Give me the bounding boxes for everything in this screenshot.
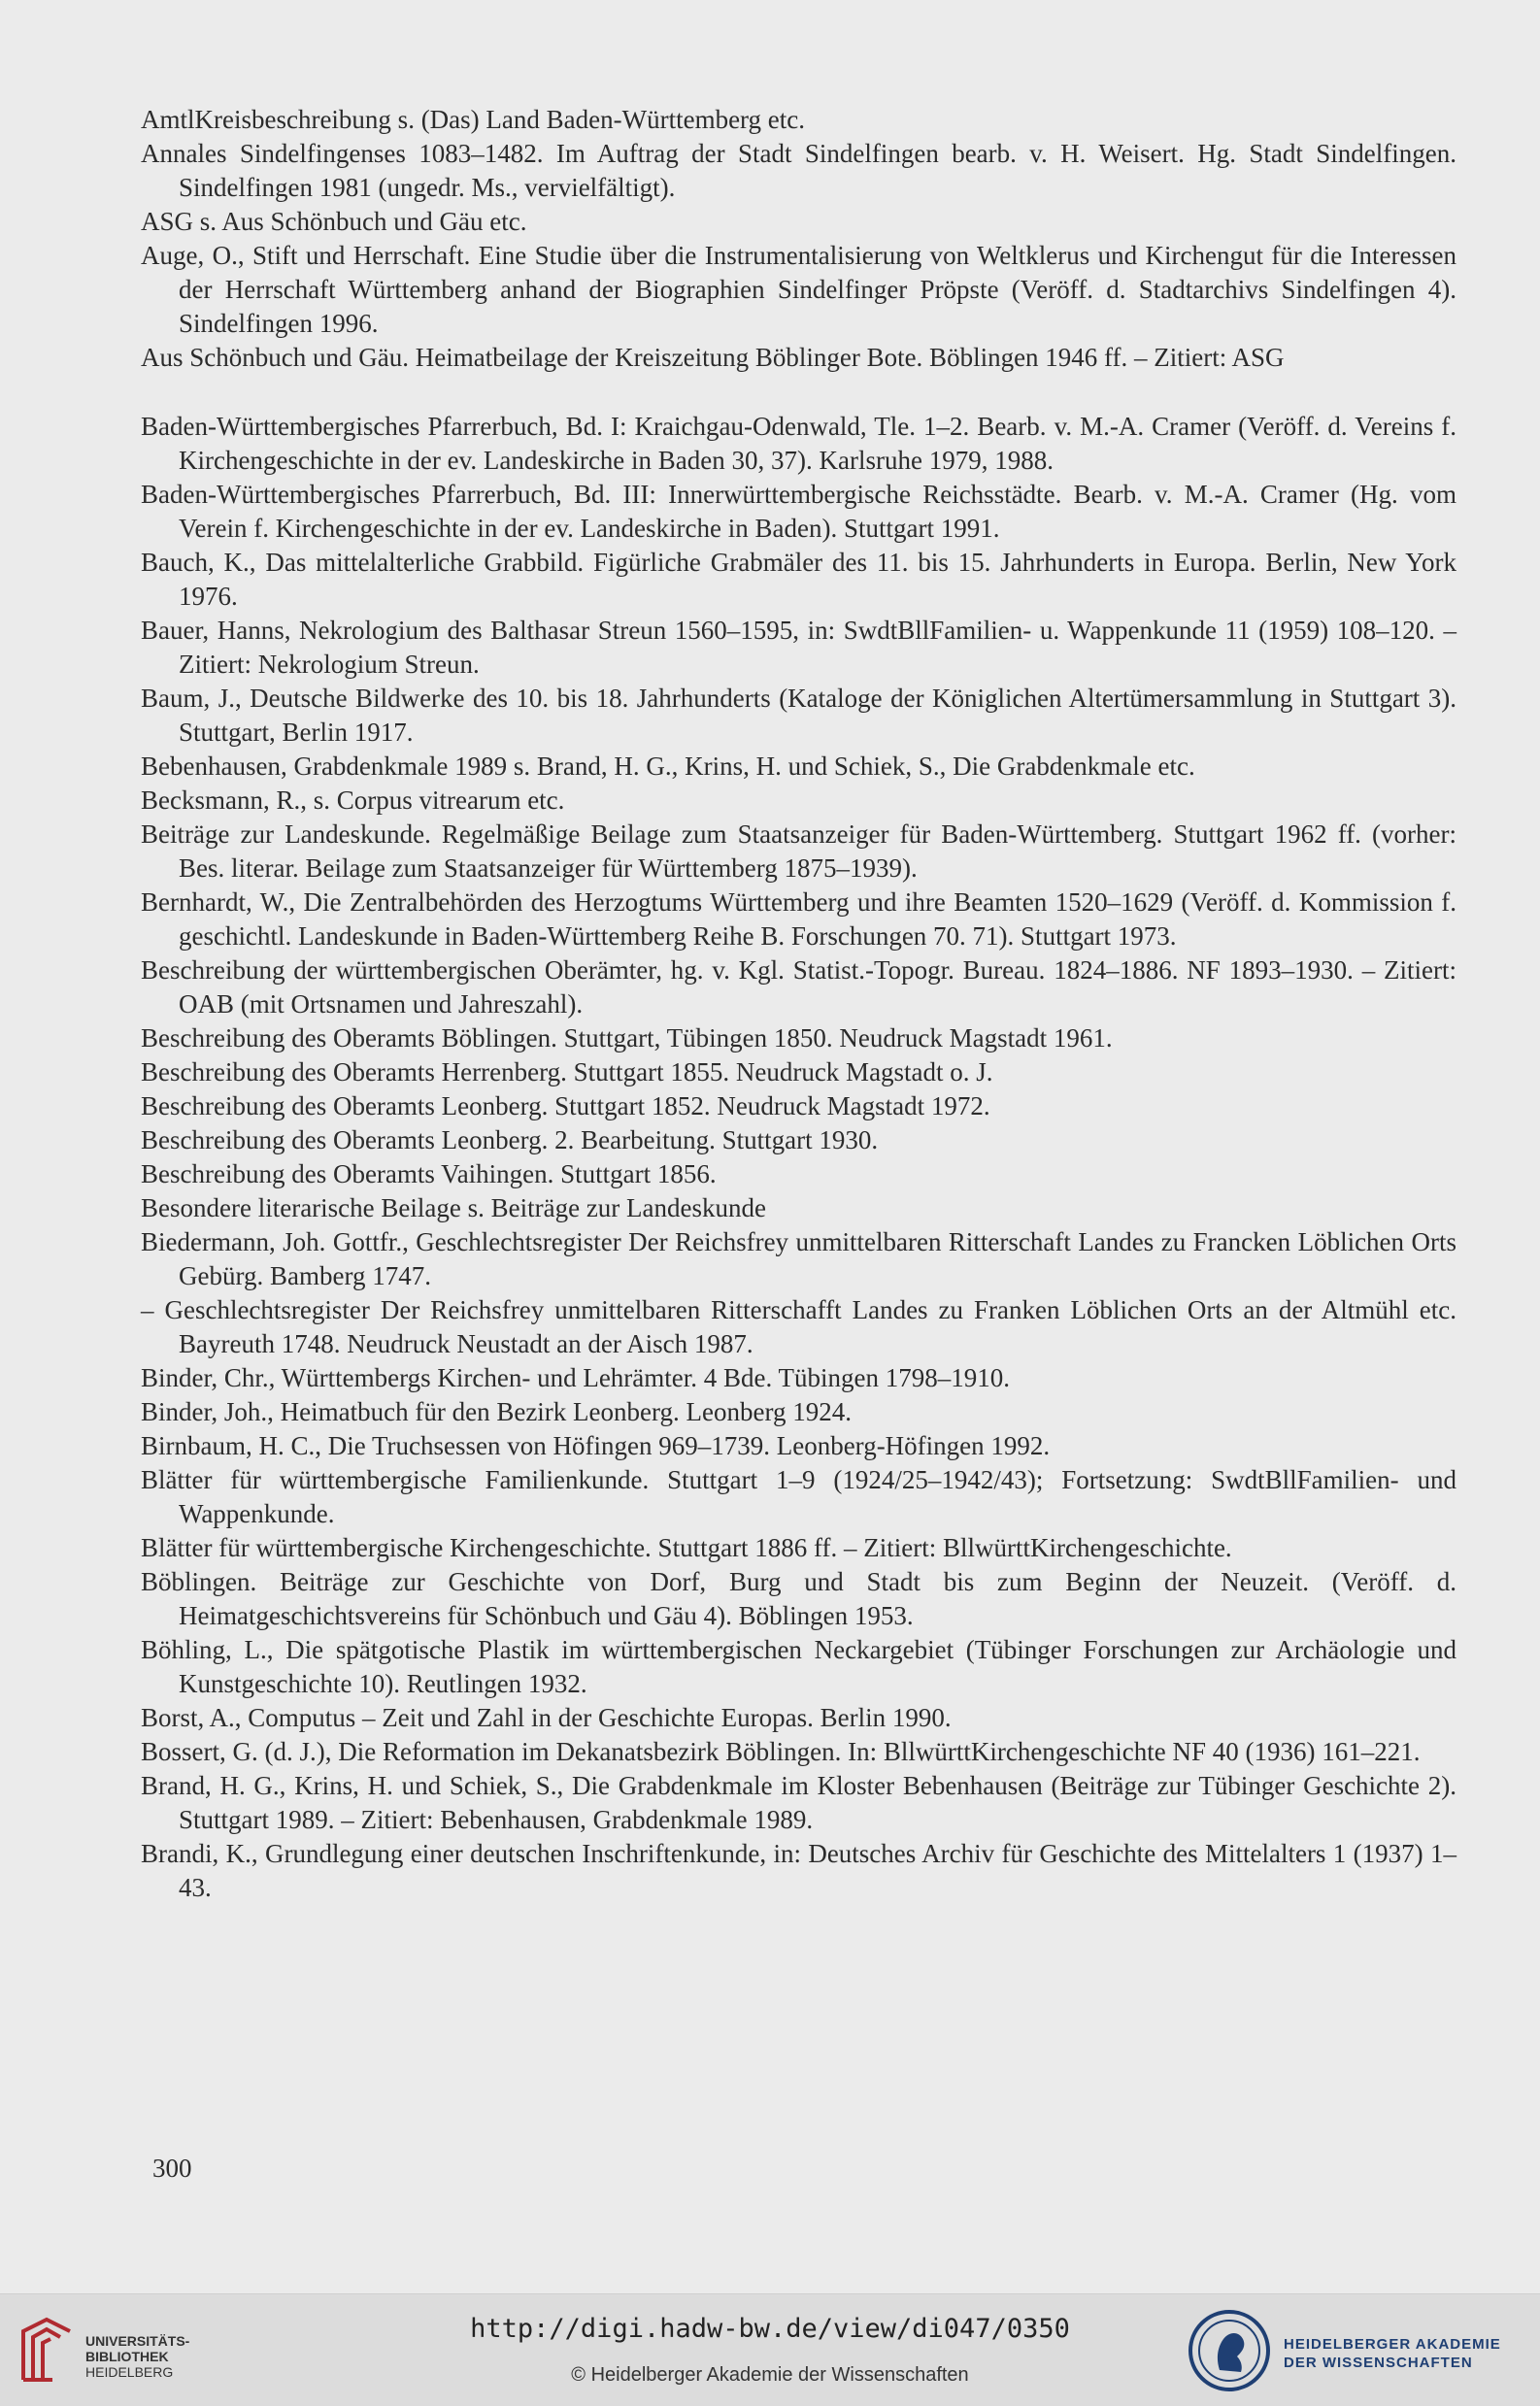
bibliography-entry: Becksmann, R., s. Corpus vitrearum etc. [141, 785, 565, 815]
bibliography-entry: – Geschlechtsregister Der Reichsfrey unmittelbaren Ritterschafft Landes zu Franken Löblichen Orts an der Altmühl etc. Bayreuth 1748. Neudruck Neustadt an der Aisch 1987. [141, 1295, 1456, 1358]
viewer-footer [0, 2293, 1540, 2406]
bibliography-entry: Binder, Joh., Heimatbuch für den Bezirk Leonberg. Leonberg 1924. [141, 1397, 852, 1426]
bibliography-entry: Besondere literarische Beilage s. Beiträge zur Landeskunde [141, 1193, 766, 1222]
page-number: 300 [152, 2154, 192, 2183]
academy-logo-text [1284, 2335, 1501, 2372]
bibliography-entry: Böhling, L., Die spätgotische Plastik im württembergischen Neckargebiet (Tübinger Forschungen zur Archäologie und Kunstgeschichte 10). Reutlingen 1932. [141, 1635, 1456, 1698]
ub-logo-line: HEIDELBERG [85, 2364, 174, 2380]
bibliography-entry: Blätter für württembergische Kirchengeschichte. Stuttgart 1886 ff. – Zitiert: BllwürttKirchengeschichte. [141, 1533, 1232, 1562]
bibliography-entry: Beschreibung des Oberamts Leonberg. Stuttgart 1852. Neudruck Magstadt 1972. [141, 1091, 990, 1120]
academy-logo[interactable] [1187, 2308, 1526, 2395]
bibliography-entry: Baden-Württembergisches Pfarrerbuch, Bd. I: Kraichgau-Odenwald, Tle. 1–2. Bearb. v. M.-A. Cramer (Veröff. d. Vereins f. Kirchengeschichte in der ev. Landeskirche in Baden 30, 37). Karlsruhe 1979, 1988. [141, 412, 1456, 475]
bibliography-entry: Beiträge zur Landeskunde. Regelmäßige Beilage zum Staatsanzeiger für Baden-Württemberg. Stuttgart 1962 ff. (vorher: Bes. literar. Beilage zum Staatsanzeiger für Württemberg 1875–1939). [141, 819, 1456, 883]
bibliography-list [141, 103, 1456, 1905]
bibliography-entry: AmtlKreisbeschreibung s. (Das) Land Baden-Württemberg etc. [141, 105, 806, 134]
bibliography-entry: Baden-Württembergisches Pfarrerbuch, Bd. III: Innerwürttembergische Reichsstädte. Bearb. v. M.-A. Cramer (Hg. vom Verein f. Kirchengeschichte in der ev. Landeskirche in Baden). Stuttgart 1991. [141, 480, 1456, 543]
copyright-notice: © Heidelberger Akademie der Wissenschaften [571, 2364, 969, 2386]
bibliography-entry: Borst, A., Computus – Zeit und Zahl in der Geschichte Europas. Berlin 1990. [141, 1703, 952, 1732]
bibliography-entry: Brandi, K., Grundlegung einer deutschen Inschriftenkunde, in: Deutsches Archiv für Geschichte des Mittelalters 1 (1937) 1–43. [141, 1839, 1456, 1902]
bibliography-entry: Aus Schönbuch und Gäu. Heimatbeilage der Kreiszeitung Böblinger Bote. Böblingen 1946 ff. – Zitiert: ASG [141, 343, 1285, 372]
bibliography-entry: Annales Sindelfingenses 1083–1482. Im Auftrag der Stadt Sindelfingen bearb. v. H. Weisert. Hg. Stadt Sindelfingen. Sindelfingen 1981 (ungedr. Ms., vervielfältigt). [141, 139, 1456, 202]
bibliography-entry: Bossert, G. (d. J.), Die Reformation im Dekanatsbezirk Böblingen. In: BllwürttKirchengeschichte NF 40 (1936) 161–221. [141, 1737, 1421, 1766]
bibliography-entry: Blätter für württembergische Familienkunde. Stuttgart 1–9 (1924/25–1942/43); Fortsetzung: SwdtBllFamilien- und Wappenkunde. [141, 1465, 1456, 1528]
bibliography-entry: Beschreibung des Oberamts Herrenberg. Stuttgart 1855. Neudruck Magstadt o. J. [141, 1057, 993, 1086]
academy-seal-icon [1187, 2308, 1272, 2393]
bibliography-entry: Baum, J., Deutsche Bildwerke des 10. bis 18. Jahrhunderts (Kataloge der Königlichen Altertümersammlung in Stuttgart 3). Stuttgart, Berlin 1917. [141, 684, 1456, 747]
bibliography-entry: Beschreibung des Oberamts Vaihingen. Stuttgart 1856. [141, 1159, 717, 1188]
academy-logo-line: HEIDELBERGER AKADEMIE [1284, 2336, 1501, 2353]
bibliography-entry: Birnbaum, H. C., Die Truchsessen von Höfingen 969–1739. Leonberg-Höfingen 1992. [141, 1431, 1051, 1460]
bibliography-entry: Bernhardt, W., Die Zentralbehörden des Herzogtums Württemberg und ihre Beamten 1520–1629 (Veröff. d. Kommission f. geschichtl. Landeskunde in Baden-Württemberg Reihe B. Forschungen 70. 71). Stuttgart 1973. [141, 887, 1456, 951]
ub-logo-line: BIBLIOTHEK [85, 2349, 169, 2364]
bibliography-entry: Biedermann, Joh. Gottfr., Geschlechtsregister Der Reichsfrey unmittelbaren Ritterschaft Landes zu Francken Löblichen Orts Gebürg. Bamberg 1747. [141, 1227, 1456, 1290]
bibliography-entry: ASG s. Aus Schönbuch und Gäu etc. [141, 207, 527, 236]
bibliography-entry: Beschreibung der württembergischen Oberämter, hg. v. Kgl. Statist.-Topogr. Bureau. 1824–1886. NF 1893–1930. – Zitiert: OAB (mit Ortsnamen und Jahreszahl). [141, 955, 1456, 1019]
bibliography-entry: Böblingen. Beiträge zur Geschichte von Dorf, Burg und Stadt bis zum Beginn der Neuzeit. (Veröff. d. Heimatgeschichtsvereins für Schönbuch und Gäu 4). Böblingen 1953. [141, 1567, 1456, 1630]
bibliography-entry: Binder, Chr., Württembergs Kirchen- und Lehrämter. 4 Bde. Tübingen 1798–1910. [141, 1363, 1011, 1392]
bibliography-entry: Bauch, K., Das mittelalterliche Grabbild. Figürliche Grabmäler des 11. bis 15. Jahrhunderts in Europa. Berlin, New York 1976. [141, 548, 1456, 611]
bibliography-entry: Brand, H. G., Krins, H. und Schiek, S., Die Grabdenkmale im Kloster Bebenhausen (Beiträge zur Tübinger Geschichte 2). Stuttgart 1989. – Zitiert: Bebenhausen, Grabdenkmale 1989. [141, 1771, 1456, 1834]
bibliography-entry: Beschreibung des Oberamts Böblingen. Stuttgart, Tübingen 1850. Neudruck Magstadt 1961. [141, 1023, 1113, 1053]
academy-logo-line: DER WISSENSCHAFTEN [1284, 2355, 1473, 2371]
bibliography-entry: Bebenhausen, Grabdenkmale 1989 s. Brand, H. G., Krins, H. und Schiek, S., Die Grabdenkmale etc. [141, 752, 1195, 781]
bibliography-entry: Auge, O., Stift und Herrschaft. Eine Studie über die Instrumentalisierung von Weltklerus und Kirchengut für die Interessen der Herrschaft Württemberg anhand der Biographien Sindelfinger Pröpste (Veröff. d. Stadtarchivs Sindelfingen 4). Sindelfingen 1996. [141, 241, 1456, 338]
ub-logo-line: UNIVERSITÄTS- [85, 2333, 190, 2349]
permalink-url[interactable]: http://digi.hadw-bw.de/view/di047/0350 [470, 2314, 1070, 2344]
bibliography-entry: Beschreibung des Oberamts Leonberg. 2. Bearbeitung. Stuttgart 1930. [141, 1125, 879, 1154]
bibliography-entry: Bauer, Hanns, Nekrologium des Balthasar Streun 1560–1595, in: SwdtBllFamilien- u. Wappenkunde 11 (1959) 108–120. – Zitiert: Nekrologium Streun. [141, 616, 1456, 679]
